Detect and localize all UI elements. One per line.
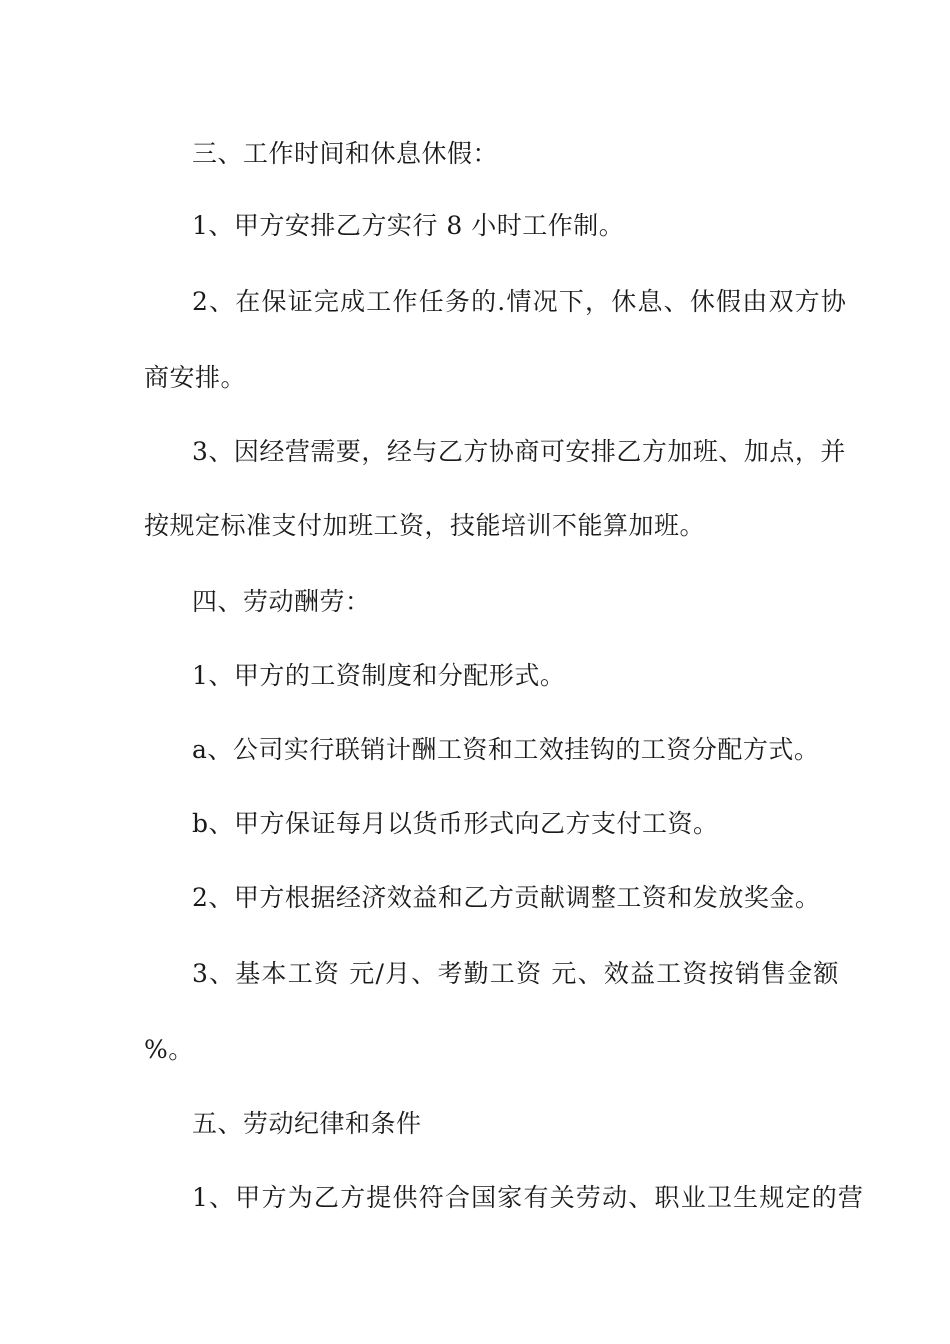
section-heading-discipline: 五、劳动纪律和条件 (192, 1109, 422, 1138)
paragraph-line: 商安排。 (144, 363, 247, 392)
paragraph-line: 1、甲方安排乙方实行 8 小时工作制。 (192, 211, 625, 240)
paragraph-line: %。 (144, 1035, 194, 1064)
section-heading-work-time: 三、工作时间和休息休假： (192, 139, 499, 168)
paragraph-line: 2、甲方根据经济效益和乙方贡献调整工资和发放奖金。 (192, 883, 821, 912)
paragraph-line: 2、在保证完成工作任务的.情况下，休息、休假由双方协 (192, 287, 848, 316)
paragraph-line: 1、甲方的工资制度和分配形式。 (192, 661, 566, 690)
paragraph-line: 1、甲方为乙方提供符合国家有关劳动、职业卫生规定的营 (192, 1183, 865, 1212)
paragraph-line: a、公司实行联销计酬工资和工效挂钩的工资分配方式。 (192, 735, 820, 764)
section-heading-remuneration: 四、劳动酬劳： (192, 587, 371, 616)
paragraph-line: 按规定标准支付加班工资，技能培训不能算加班。 (144, 511, 706, 540)
paragraph-line: b、甲方保证每月以货币形式向乙方支付工资。 (192, 809, 719, 838)
paragraph-line: 3、因经营需要，经与乙方协商可安排乙方加班、加点，并 (192, 437, 846, 466)
paragraph-line: 3、基本工资 元/月、考勤工资 元、效益工资按销售金额 (192, 959, 840, 988)
